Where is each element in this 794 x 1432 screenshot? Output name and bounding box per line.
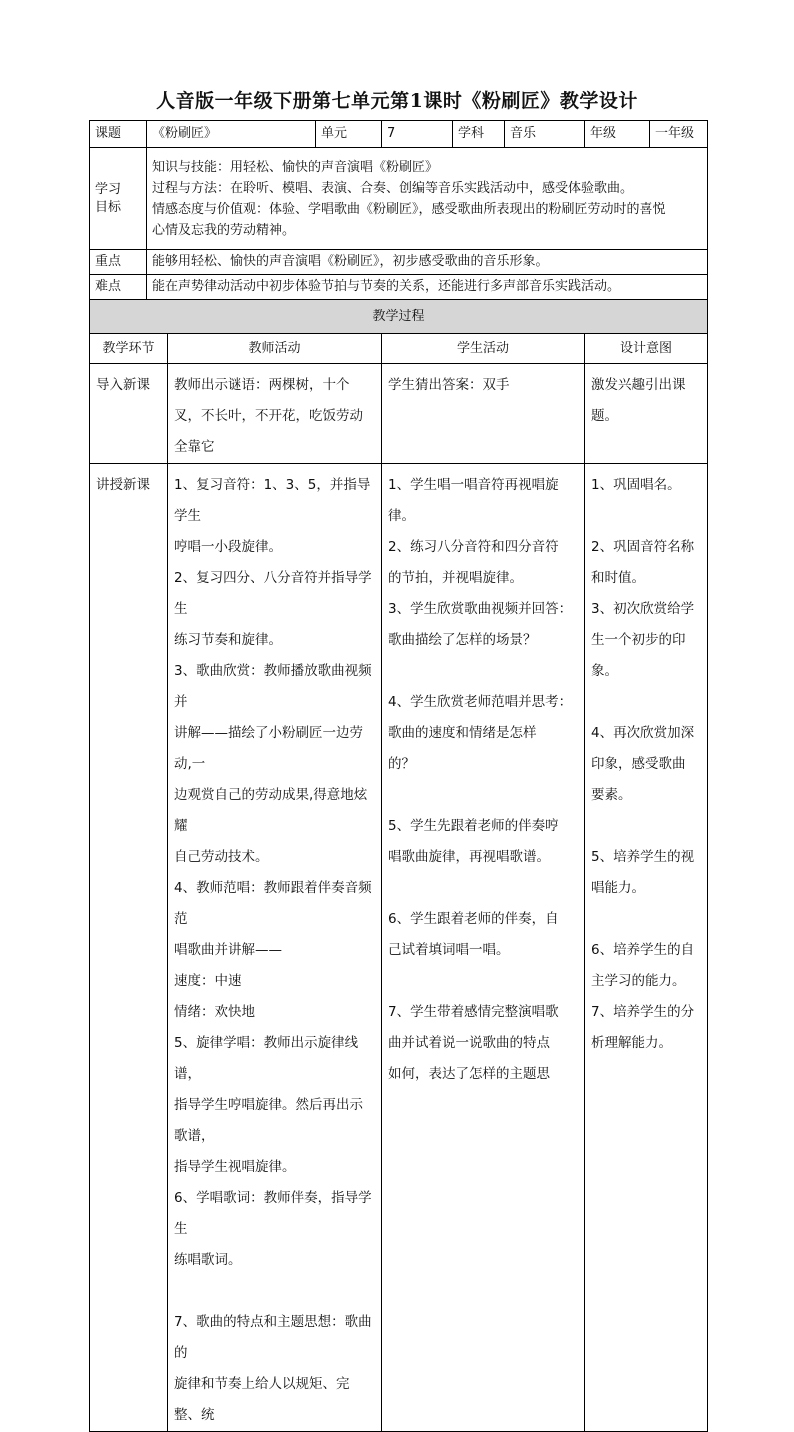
difficulty-label: 难点	[90, 275, 147, 300]
topic-value: 《粉刷匠》	[147, 121, 316, 148]
difficulty-text: 能在声势律动活动中初步体验节拍与节奏的关系，还能进行多声部音乐实践活动。	[147, 275, 708, 300]
col-student-header: 学生活动	[382, 334, 585, 364]
intro-intent: 激发兴趣引出课题。	[585, 364, 708, 464]
grade-label: 年级	[585, 121, 650, 148]
column-header-row	[90, 334, 708, 364]
grade-value: 一年级	[650, 121, 708, 148]
intro-stage: 导入新课	[90, 364, 168, 464]
unit-label: 单元	[316, 121, 382, 148]
key-point-label: 重点	[90, 250, 147, 275]
lecture-teacher: 1、复习音符：1、3、5，并指导学生 哼唱一小段旋律。 2、复习四分、八分音符并指导学生 练习节奏和旋律。 3、歌曲欣赏：教师播放歌曲视频并 讲解——描绘了小粉刷匠一边劳动,一 边观赏自己的劳动成果,得意地炫耀 自己劳动技术。 4、教师范唱：教师跟着伴奏音频范 唱歌曲并讲解—— 速度：中速 情绪：欢快地 5、旋律学唱：教师出示旋律线谱， 指导学生哼唱旋律。然后再出示歌谱， 指导学生视唱旋律。 6、学唱歌词：教师伴奏，指导学生 练唱歌词。 7、歌曲的特点和主题思想：歌曲的 旋律和节奏上给人以规矩、完整、统	[168, 464, 382, 1432]
subject-value: 音乐	[505, 121, 585, 148]
subject-label: 学科	[453, 121, 505, 148]
key-point-text: 能够用轻松、愉快的声音演唱《粉刷匠》，初步感受歌曲的音乐形象。	[147, 250, 708, 275]
col-intent-header: 设计意图	[585, 334, 708, 364]
lecture-student: 1、学生唱一唱音符再视唱旋 律。 2、练习八分音符和四分音符 的节拍，并视唱旋律。 3、学生欣赏歌曲视频并回答： 歌曲描绘了怎样的场景？ 4、学生欣赏老师范唱并思考： 歌曲的速度和情绪是怎样 的？ 5、学生先跟着老师的伴奏哼 唱歌曲旋律，再视唱歌谱。 6、学生跟着老师的伴奏，自 己试着填词唱一唱。 7、学生带着感情完整演唱歌 曲并试着说一说歌曲的特点 如何，表达了怎样的主题思	[382, 464, 585, 1432]
process-header-row	[90, 300, 708, 334]
objectives-row	[90, 148, 708, 250]
intro-student: 学生猜出答案：双手	[382, 364, 585, 464]
objectives-text: 知识与技能：用轻松、愉快的声音演唱《粉刷匠》 过程与方法：在聆听、模唱、表演、合奏、创编等音乐实践活动中，感受体验歌曲。 情感态度与价值观：体验、学唱歌曲《粉刷匠》，感受歌曲所表现出的粉刷匠劳动时的喜悦 心情及忘我的劳动精神。	[147, 148, 708, 250]
topic-label: 课题	[90, 121, 147, 148]
process-header: 教学过程	[90, 300, 708, 334]
objectives-label: 学习 目标	[90, 148, 147, 250]
info-row	[90, 121, 708, 148]
unit-value: 7	[382, 121, 453, 148]
lecture-row	[90, 464, 708, 1432]
difficulty-row	[90, 275, 708, 300]
lecture-stage: 讲授新课	[90, 464, 168, 1432]
lesson-plan-table	[89, 120, 708, 1432]
intro-teacher: 教师出示谜语：两棵树，十个叉，不长叶，不开花，吃饭劳动全靠它	[168, 364, 382, 464]
lecture-intent: 1、巩固唱名。 2、巩固音符名称 和时值。 3、初次欣赏给学 生一个初步的印 象。 4、再次欣赏加深 印象，感受歌曲 要素。 5、培养学生的视 唱能力。 6、培养学生的自 主学习的能力。 7、培养学生的分 析理解能力。	[585, 464, 708, 1432]
intro-row	[90, 364, 708, 464]
col-stage-header: 教学环节	[90, 334, 168, 364]
page-title: 人音版一年级下册第七单元第1课时《粉刷匠》教学设计	[156, 90, 638, 112]
col-teacher-header: 教师活动	[168, 334, 382, 364]
key-point-row	[90, 250, 708, 275]
